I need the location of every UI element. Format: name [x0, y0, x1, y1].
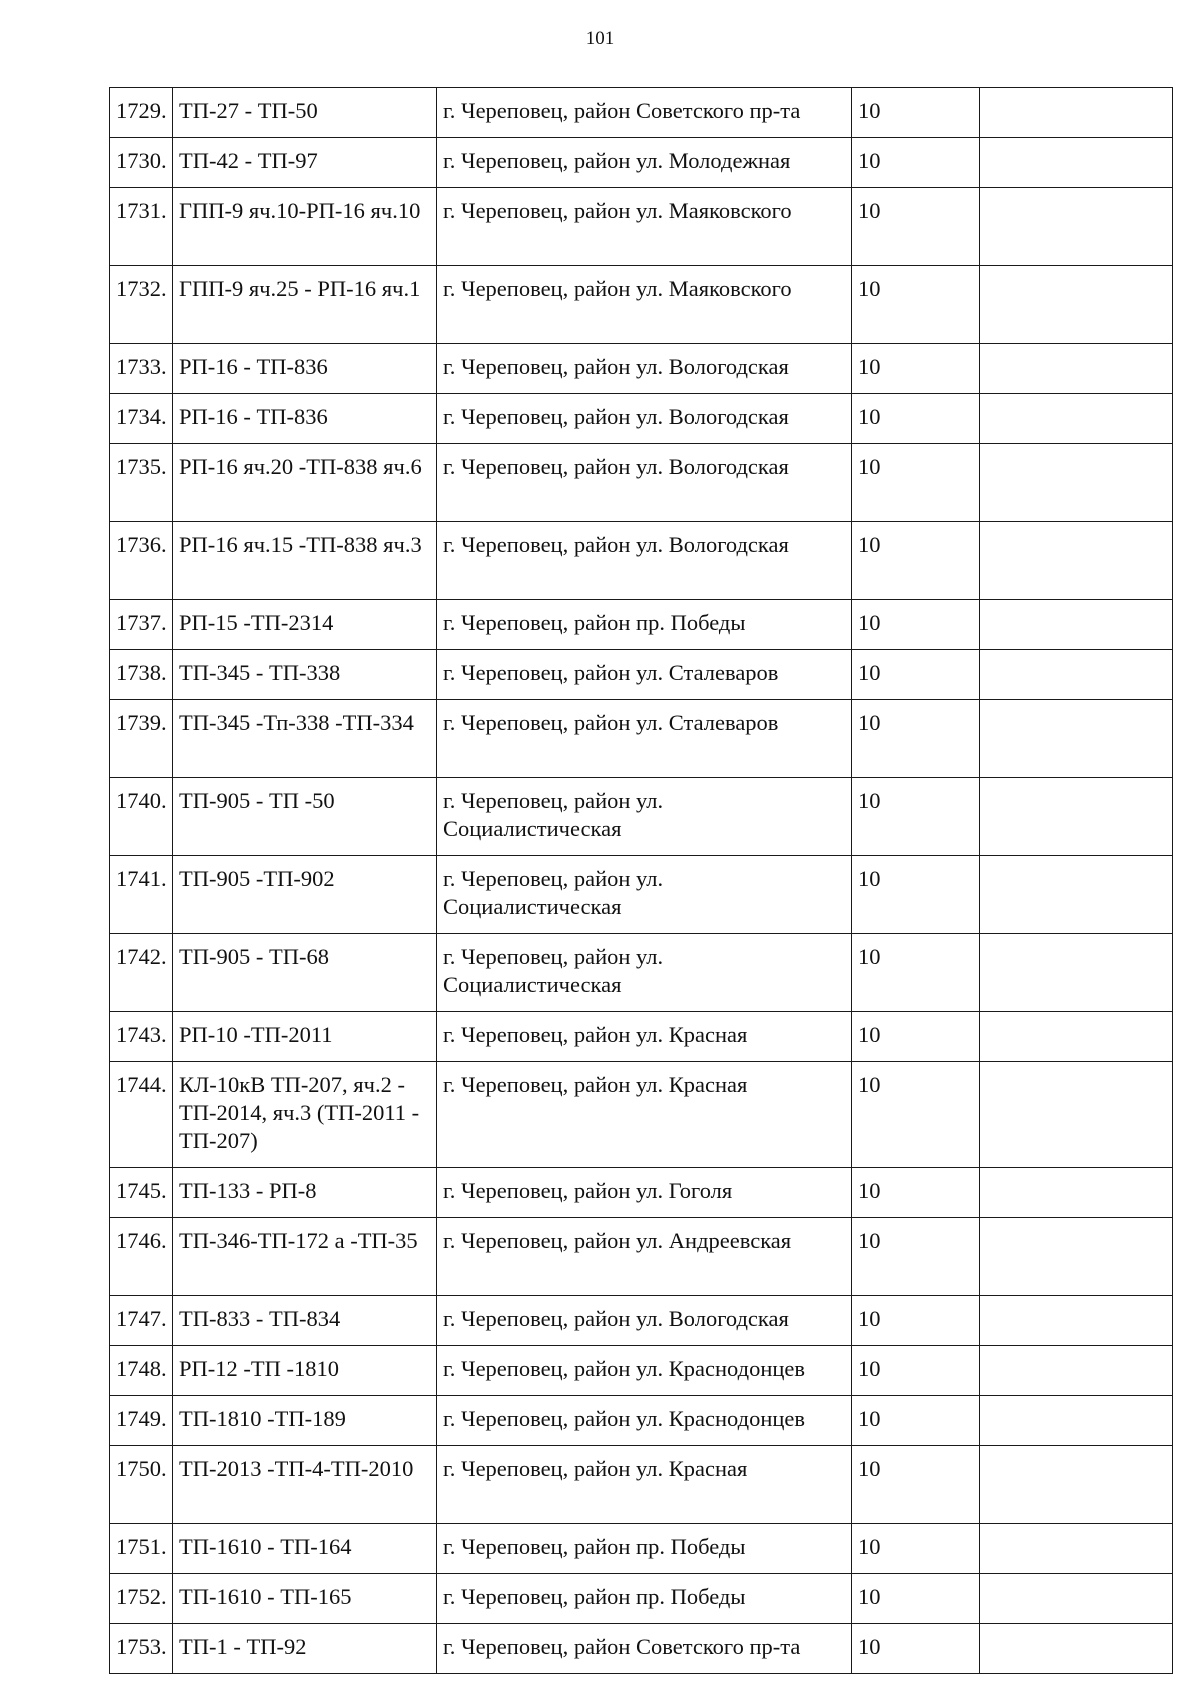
- voltage: 10: [852, 394, 980, 444]
- extra-cell: [980, 1396, 1173, 1446]
- location: г. Череповец, район ул. Сталеваров: [437, 700, 852, 778]
- voltage: 10: [852, 1446, 980, 1524]
- table-row: [110, 1446, 1173, 1524]
- table-row: [110, 444, 1173, 522]
- row-number: 1753.: [110, 1624, 173, 1674]
- location: г. Череповец, район ул. Вологодская: [437, 344, 852, 394]
- location: г. Череповец, район ул. Сталеваров: [437, 650, 852, 700]
- voltage: 10: [852, 344, 980, 394]
- extra-cell: [980, 394, 1173, 444]
- line-name: ТП-27 - ТП-50: [173, 88, 437, 138]
- voltage: 10: [852, 856, 980, 934]
- extra-cell: [980, 1218, 1173, 1296]
- table-row: [110, 1012, 1173, 1062]
- voltage: 10: [852, 1062, 980, 1168]
- voltage: 10: [852, 1524, 980, 1574]
- extra-cell: [980, 1574, 1173, 1624]
- voltage: 10: [852, 650, 980, 700]
- extra-cell: [980, 1168, 1173, 1218]
- table-row: [110, 394, 1173, 444]
- row-number: 1747.: [110, 1296, 173, 1346]
- row-number: 1732.: [110, 266, 173, 344]
- line-name: ГПП-9 яч.25 - РП-16 яч.1: [173, 266, 437, 344]
- line-name: ТП-1810 -ТП-189: [173, 1396, 437, 1446]
- line-name: РП-15 -ТП-2314: [173, 600, 437, 650]
- registry-table: [109, 87, 1173, 1674]
- voltage: 10: [852, 188, 980, 266]
- line-name: ТП-905 - ТП-68: [173, 934, 437, 1012]
- extra-cell: [980, 444, 1173, 522]
- row-number: 1737.: [110, 600, 173, 650]
- extra-cell: [980, 856, 1173, 934]
- extra-cell: [980, 88, 1173, 138]
- table-row: [110, 522, 1173, 600]
- line-name: РП-16 яч.20 -ТП-838 яч.6: [173, 444, 437, 522]
- location: г. Череповец, район ул. Вологодская: [437, 522, 852, 600]
- extra-cell: [980, 700, 1173, 778]
- line-name: ТП-346-ТП-172 а -ТП-35: [173, 1218, 437, 1296]
- row-number: 1742.: [110, 934, 173, 1012]
- line-name: ТП-42 - ТП-97: [173, 138, 437, 188]
- voltage: 10: [852, 1168, 980, 1218]
- extra-cell: [980, 522, 1173, 600]
- line-name: РП-10 -ТП-2011: [173, 1012, 437, 1062]
- location: г. Череповец, район ул. Красная: [437, 1446, 852, 1524]
- table-row: [110, 1524, 1173, 1574]
- location: г. Череповец, район ул. Красная: [437, 1012, 852, 1062]
- location: г. Череповец, район ул. Гоголя: [437, 1168, 852, 1218]
- table-row: [110, 88, 1173, 138]
- table-row: [110, 1296, 1173, 1346]
- voltage: 10: [852, 1012, 980, 1062]
- location: г. Череповец, район ул. Социалистическая: [437, 934, 852, 1012]
- voltage: 10: [852, 522, 980, 600]
- table-row: [110, 1396, 1173, 1446]
- voltage: 10: [852, 1296, 980, 1346]
- location: г. Череповец, район ул. Маяковского: [437, 266, 852, 344]
- extra-cell: [980, 778, 1173, 856]
- location: г. Череповец, район пр. Победы: [437, 1574, 852, 1624]
- row-number: 1748.: [110, 1346, 173, 1396]
- row-number: 1731.: [110, 188, 173, 266]
- extra-cell: [980, 600, 1173, 650]
- row-number: 1745.: [110, 1168, 173, 1218]
- row-number: 1733.: [110, 344, 173, 394]
- table-row: [110, 1346, 1173, 1396]
- table-row: [110, 266, 1173, 344]
- line-name: ТП-1610 - ТП-164: [173, 1524, 437, 1574]
- row-number: 1752.: [110, 1574, 173, 1624]
- voltage: 10: [852, 700, 980, 778]
- line-name: РП-12 -ТП -1810: [173, 1346, 437, 1396]
- extra-cell: [980, 1346, 1173, 1396]
- row-number: 1743.: [110, 1012, 173, 1062]
- row-number: 1734.: [110, 394, 173, 444]
- line-name: ТП-345 -Тп-338 -ТП-334: [173, 700, 437, 778]
- location: г. Череповец, район ул. Красная: [437, 1062, 852, 1168]
- line-name: ГПП-9 яч.10-РП-16 яч.10: [173, 188, 437, 266]
- location: г. Череповец, район Советского пр-та: [437, 88, 852, 138]
- table-row: [110, 1168, 1173, 1218]
- row-number: 1741.: [110, 856, 173, 934]
- row-number: 1736.: [110, 522, 173, 600]
- voltage: 10: [852, 266, 980, 344]
- row-number: 1730.: [110, 138, 173, 188]
- line-name: РП-16 яч.15 -ТП-838 яч.3: [173, 522, 437, 600]
- location: г. Череповец, район ул. Социалистическая: [437, 856, 852, 934]
- voltage: 10: [852, 444, 980, 522]
- line-name: ТП-1 - ТП-92: [173, 1624, 437, 1674]
- row-number: 1744.: [110, 1062, 173, 1168]
- location: г. Череповец, район ул. Вологодская: [437, 444, 852, 522]
- voltage: 10: [852, 138, 980, 188]
- line-name: ТП-1610 - ТП-165: [173, 1574, 437, 1624]
- row-number: 1739.: [110, 700, 173, 778]
- line-name: КЛ-10кВ ТП-207, яч.2 - ТП-2014, яч.3 (ТП-2011 - ТП-207): [173, 1062, 437, 1168]
- extra-cell: [980, 1296, 1173, 1346]
- location: г. Череповец, район ул. Маяковского: [437, 188, 852, 266]
- extra-cell: [980, 1012, 1173, 1062]
- table-row: [110, 856, 1173, 934]
- extra-cell: [980, 1524, 1173, 1574]
- extra-cell: [980, 266, 1173, 344]
- extra-cell: [980, 1446, 1173, 1524]
- extra-cell: [980, 344, 1173, 394]
- voltage: 10: [852, 1396, 980, 1446]
- table-row: [110, 188, 1173, 266]
- table-row: [110, 344, 1173, 394]
- line-name: РП-16 - ТП-836: [173, 394, 437, 444]
- row-number: 1729.: [110, 88, 173, 138]
- location: г. Череповец, район ул. Вологодская: [437, 394, 852, 444]
- location: г. Череповец, район ул. Андреевская: [437, 1218, 852, 1296]
- table-row: [110, 700, 1173, 778]
- table-row: [110, 1062, 1173, 1168]
- voltage: 10: [852, 1218, 980, 1296]
- table-row: [110, 600, 1173, 650]
- row-number: 1746.: [110, 1218, 173, 1296]
- line-name: ТП-133 - РП-8: [173, 1168, 437, 1218]
- extra-cell: [980, 188, 1173, 266]
- location: г. Череповец, район ул. Вологодская: [437, 1296, 852, 1346]
- table-row: [110, 138, 1173, 188]
- voltage: 10: [852, 88, 980, 138]
- row-number: 1751.: [110, 1524, 173, 1574]
- voltage: 10: [852, 934, 980, 1012]
- line-name: ТП-345 - ТП-338: [173, 650, 437, 700]
- row-number: 1740.: [110, 778, 173, 856]
- voltage: 10: [852, 778, 980, 856]
- location: г. Череповец, район ул. Социалистическая: [437, 778, 852, 856]
- extra-cell: [980, 1062, 1173, 1168]
- table-row: [110, 1218, 1173, 1296]
- row-number: 1735.: [110, 444, 173, 522]
- location: г. Череповец, район пр. Победы: [437, 1524, 852, 1574]
- line-name: ТП-905 -ТП-902: [173, 856, 437, 934]
- table-row: [110, 934, 1173, 1012]
- location: г. Череповец, район ул. Краснодонцев: [437, 1346, 852, 1396]
- line-name: РП-16 - ТП-836: [173, 344, 437, 394]
- page-number: 101: [585, 28, 615, 49]
- voltage: 10: [852, 600, 980, 650]
- extra-cell: [980, 138, 1173, 188]
- registry-table-body: [110, 88, 1173, 1674]
- table-row: [110, 650, 1173, 700]
- table-row: [110, 1574, 1173, 1624]
- line-name: ТП-833 - ТП-834: [173, 1296, 437, 1346]
- location: г. Череповец, район ул. Краснодонцев: [437, 1396, 852, 1446]
- voltage: 10: [852, 1346, 980, 1396]
- extra-cell: [980, 934, 1173, 1012]
- extra-cell: [980, 650, 1173, 700]
- row-number: 1749.: [110, 1396, 173, 1446]
- location: г. Череповец, район пр. Победы: [437, 600, 852, 650]
- table-row: [110, 1624, 1173, 1674]
- location: г. Череповец, район Советского пр-та: [437, 1624, 852, 1674]
- row-number: 1738.: [110, 650, 173, 700]
- voltage: 10: [852, 1574, 980, 1624]
- row-number: 1750.: [110, 1446, 173, 1524]
- extra-cell: [980, 1624, 1173, 1674]
- line-name: ТП-2013 -ТП-4-ТП-2010: [173, 1446, 437, 1524]
- location: г. Череповец, район ул. Молодежная: [437, 138, 852, 188]
- voltage: 10: [852, 1624, 980, 1674]
- line-name: ТП-905 - ТП -50: [173, 778, 437, 856]
- table-row: [110, 778, 1173, 856]
